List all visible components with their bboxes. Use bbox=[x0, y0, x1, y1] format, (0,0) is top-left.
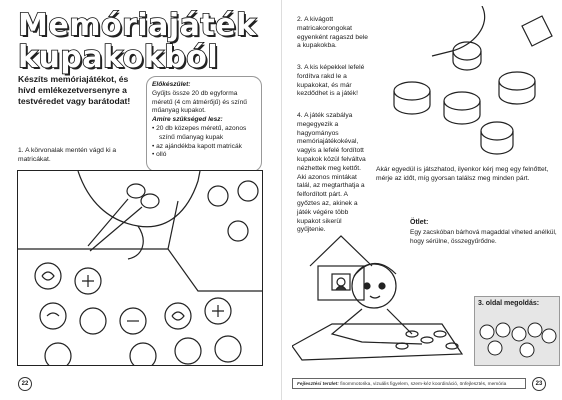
intro-text: Készíts memóriajátékot, és hívd emlékezetversenyre a testvéredet vagy barátodat! bbox=[18, 74, 131, 106]
tip-text: Egy zacskóban bárhová magaddal viheted anélkül, hogy sérülne, összegyűrődne. bbox=[410, 229, 557, 245]
page-number-left: 22 bbox=[18, 377, 32, 391]
page-title-line-2: kupakokból bbox=[18, 40, 219, 75]
needs-item: • olló bbox=[152, 151, 167, 159]
page-divider bbox=[281, 0, 282, 400]
solution-box bbox=[474, 296, 560, 366]
step-3-text: 3. A kis képekkel lefelé fordítva rakd le a kupakokat, és már kezdődhet is a játék! bbox=[297, 64, 365, 98]
prep-heading: Előkészület: bbox=[152, 81, 191, 88]
footer-text: finommotorika, vizuális figyelem, szem-kéz koordináció, önfejlesztés, memória bbox=[340, 382, 507, 387]
cutting-illustration bbox=[17, 170, 263, 366]
needs-heading: Amire szükséged lesz: bbox=[152, 116, 223, 124]
page-number-right: 23 bbox=[532, 377, 546, 391]
caps-illustration bbox=[372, 6, 558, 166]
tip-heading: Ötlet: bbox=[410, 219, 429, 226]
girl-playing-illustration bbox=[292, 254, 472, 366]
preparation-box bbox=[146, 76, 262, 172]
needs-item: • 20 db közepes méretű, azonos színű műanyag kupak bbox=[152, 124, 247, 141]
solo-play-text: Akár egyedül is játszhatod, ilyenkor kérj meg egy felnőttet, mérje az időt, míg gyorsan találsz meg minden párt. bbox=[376, 166, 549, 182]
footer-label: Fejlesztési terület: bbox=[297, 382, 339, 387]
step-2-text: 2. A kivágott matricakorongokat egyenként ragaszd bele a kupakokba. bbox=[297, 16, 369, 50]
page-title-line-1: Memóriajáték bbox=[18, 8, 257, 43]
solution-heading: 3. oldal megoldás: bbox=[478, 300, 540, 307]
solution-drawing bbox=[475, 310, 559, 360]
prep-text: Gyűjts össze 20 db egyforma méretű (4 cm átmérőjű) és színű műanyag kupakot. bbox=[152, 89, 247, 115]
development-area-footer bbox=[292, 378, 526, 389]
scissors-and-stickers-drawing bbox=[18, 171, 262, 365]
step-4-text: 4. A játék szabálya megegyezik a hagyományos memóriajátékokéval, vagyis a lefelé fordított kupakok közül felváltva nézhettek meg kettőt. Aki azonos mintákat talál, az megtarthatja a felfordított párt. A győztes az, akinek a játék végére több kupakot sikerül gyűjtenie. bbox=[297, 112, 366, 234]
needs-item: • az ajándékba kapott matricák bbox=[152, 142, 242, 150]
girl-playing-drawing bbox=[292, 254, 472, 366]
caps-drawing bbox=[372, 6, 558, 166]
step-1-text: 1. A körvonalak mentén vágd ki a matricákat. bbox=[18, 147, 117, 163]
needs-list bbox=[152, 125, 256, 160]
